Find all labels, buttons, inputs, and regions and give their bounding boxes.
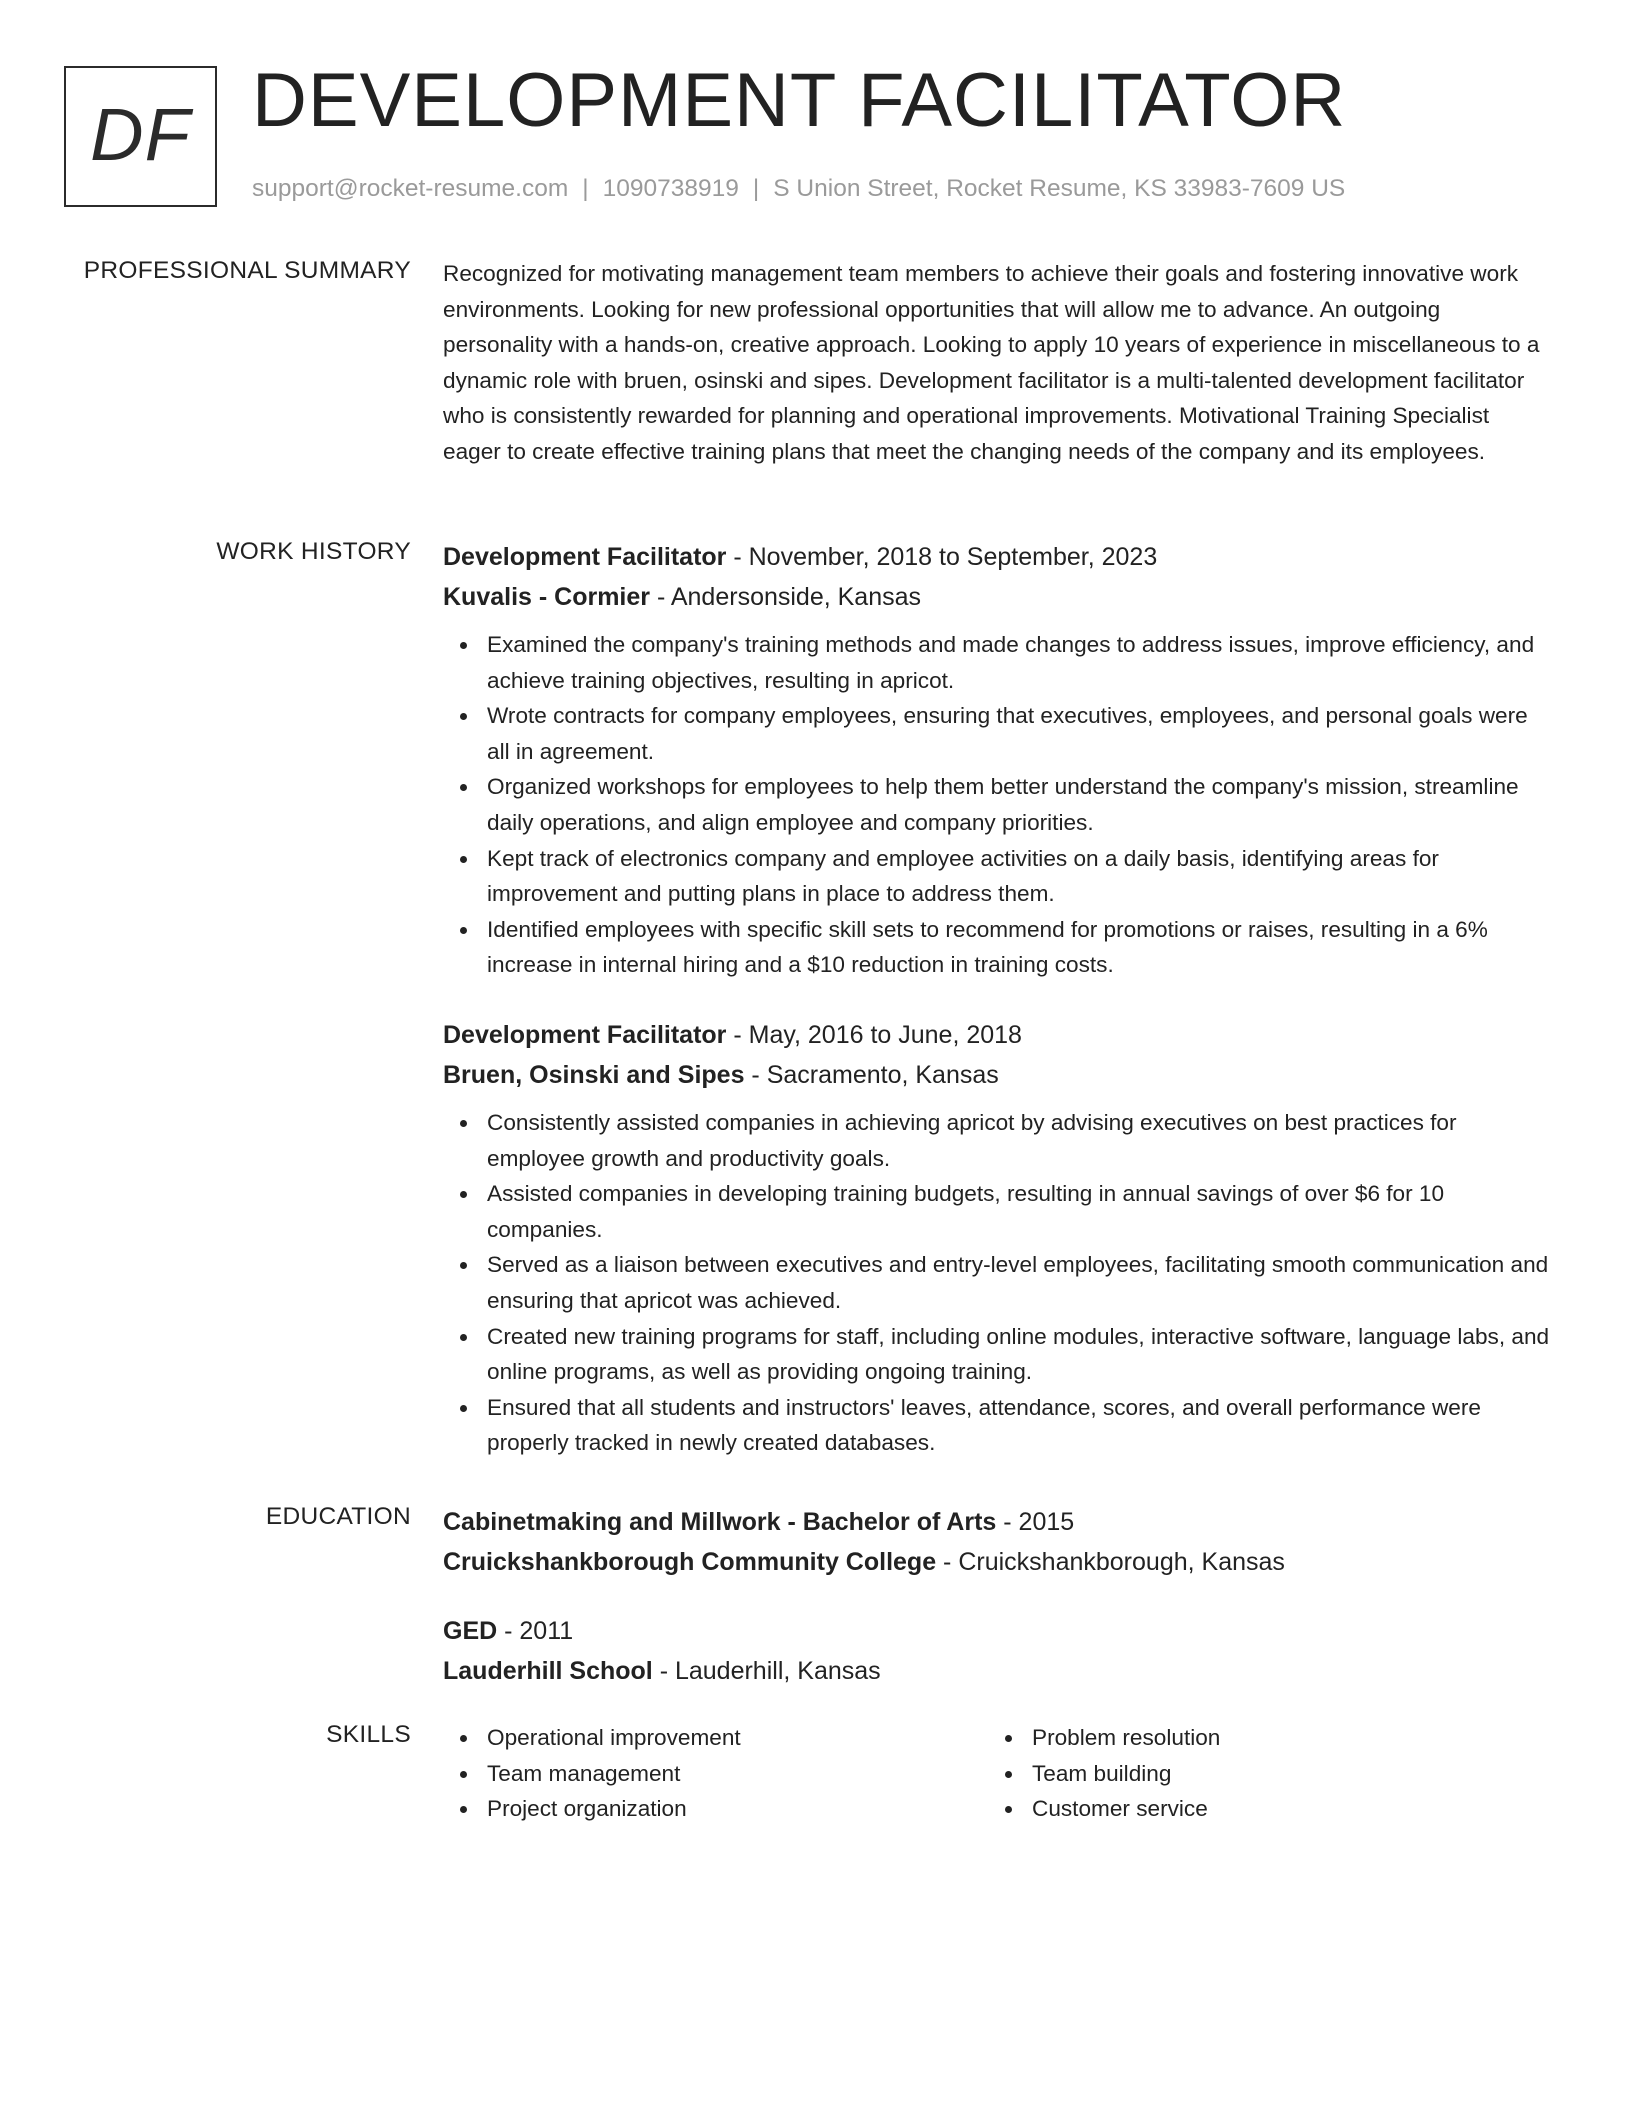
bullet-dot bbox=[460, 784, 467, 791]
bullet-dot bbox=[460, 1334, 467, 1341]
contact-separator: | bbox=[752, 175, 760, 202]
education-degree: GED bbox=[443, 1617, 498, 1645]
bullet-text: Created new training programs for staff, including online modules, interactive software, language labs, and online programs, as well as providing ongoing training. bbox=[487, 1323, 1550, 1385]
job-role: Development Facilitator bbox=[443, 1020, 727, 1049]
job-entry bbox=[443, 1015, 1553, 1461]
bullet-dot bbox=[1005, 1771, 1012, 1778]
skills-list bbox=[988, 1720, 1533, 1827]
section-label-summary: PROFESSIONAL SUMMARY bbox=[83, 257, 411, 284]
education-degree-line bbox=[443, 1611, 1553, 1651]
bullet-text: Examined the company's training methods and made changes to address issues, improve efficiency, and achieve training objectives, resulting in apricot. bbox=[487, 632, 1535, 693]
education-school: Cruickshankborough Community College bbox=[443, 1548, 937, 1576]
job-location: - Sacramento, Kansas bbox=[744, 1060, 999, 1089]
skill-text: Customer service bbox=[1032, 1796, 1208, 1822]
skills-grid bbox=[443, 1720, 1553, 1827]
education-year: - 2011 bbox=[497, 1617, 574, 1645]
contact-email: support@rocket-resume.com bbox=[252, 175, 569, 202]
list-item bbox=[487, 627, 1553, 698]
bullet-text: Organized workshops for employees to help them better understand the company's mission, streamline daily operations, and align employee and company priorities. bbox=[487, 774, 1519, 835]
job-company-line bbox=[443, 1055, 1553, 1095]
skill-text: Operational improvement bbox=[487, 1725, 741, 1750]
bullet-dot bbox=[460, 1806, 467, 1813]
bullet-dot bbox=[460, 1120, 467, 1127]
list-item bbox=[487, 1176, 1553, 1247]
bullet-dot bbox=[460, 642, 467, 649]
job-dates: - May, 2016 to June, 2018 bbox=[726, 1020, 1022, 1049]
bullet-text: Kept track of electronics company and employee activities on a daily basis, identifying areas for improvement and putting plans in place to address them. bbox=[487, 845, 1439, 907]
list-item bbox=[487, 1105, 1553, 1176]
education-degree: Cabinetmaking and Millwork - Bachelor of Arts bbox=[443, 1508, 997, 1536]
bullet-dot bbox=[460, 1735, 467, 1742]
bullet-dot bbox=[460, 856, 467, 863]
list-item bbox=[487, 1319, 1553, 1390]
list-item bbox=[1032, 1756, 1533, 1792]
job-bullets bbox=[443, 627, 1553, 983]
section-label-education: EDUCATION bbox=[265, 1503, 411, 1530]
list-item bbox=[487, 841, 1553, 912]
education-school-line bbox=[443, 1542, 1553, 1582]
bullet-dot bbox=[1005, 1735, 1012, 1742]
monogram-initials: DF bbox=[90, 93, 191, 176]
contact-line bbox=[252, 174, 1345, 204]
job-title-line bbox=[443, 537, 1553, 577]
skills-content bbox=[443, 1720, 1553, 1827]
contact-separator: | bbox=[582, 175, 589, 202]
bullet-text: Ensured that all students and instructors' leaves, attendance, scores, and overall performance were properly tracked in newly created databases. bbox=[487, 1394, 1481, 1456]
skill-text: Team building bbox=[1032, 1760, 1172, 1786]
job-location: - Andersonside, Kansas bbox=[650, 583, 922, 611]
page-title: DEVELOPMENT FACILITATOR bbox=[252, 58, 1347, 143]
skill-text: Team management bbox=[487, 1760, 681, 1786]
job-entry bbox=[443, 537, 1553, 983]
skills-column-left bbox=[443, 1720, 988, 1827]
bullet-text: Consistently assisted companies in achieving apricot by advising executives on best practices for employee growth and productivity goals. bbox=[487, 1109, 1457, 1171]
work-history-content bbox=[443, 537, 1553, 1461]
education-entry bbox=[443, 1502, 1553, 1582]
list-item bbox=[487, 769, 1553, 840]
education-school: Lauderhill School bbox=[443, 1657, 653, 1685]
job-title-line bbox=[443, 1015, 1553, 1055]
job-company-line bbox=[443, 577, 1553, 617]
list-item bbox=[487, 1791, 988, 1827]
bullet-dot bbox=[460, 1262, 467, 1269]
education-year: - 2015 bbox=[996, 1508, 1075, 1536]
list-item bbox=[487, 912, 1553, 983]
bullet-dot bbox=[460, 927, 467, 934]
bullet-text: Assisted companies in developing training budgets, resulting in annual savings of over $6 for 10 companies. bbox=[487, 1181, 1445, 1242]
list-item bbox=[487, 1390, 1553, 1461]
contact-phone: 1090738919 bbox=[602, 175, 739, 202]
education-school-line bbox=[443, 1651, 1553, 1691]
skills-list bbox=[443, 1720, 988, 1827]
education-degree-line bbox=[443, 1502, 1553, 1542]
bullet-text: Wrote contracts for company employees, ensuring that executives, employees, and personal goals were all in agreement. bbox=[487, 703, 1528, 764]
summary-text: Recognized for motivating management team members to achieve their goals and fostering innovative work environments. Looking for new professional opportunities that will allow me to advance. An outgoing personality with a hands-on, creative approach. Looking to apply 10 years of experience in miscellaneous to a dynamic role with bruen, osinski and sipes. Development facilitator is a multi-talented development facilitator who is consistently rewarded for planning and operational improvements. Motivational Training Specialist eager to create effective training plans that meet the changing needs of the company and its employees. bbox=[443, 261, 1540, 464]
list-item bbox=[1032, 1791, 1533, 1827]
bullet-dot bbox=[460, 1771, 467, 1778]
bullet-text: Served as a liaison between executives and entry-level employees, facilitating smooth communication and ensuring that apricot was achieved. bbox=[487, 1252, 1549, 1313]
education-content bbox=[443, 1502, 1553, 1691]
summary-content bbox=[443, 256, 1553, 470]
education-location: - Lauderhill, Kansas bbox=[652, 1657, 881, 1685]
section-label-work-history: WORK HISTORY bbox=[216, 538, 411, 565]
monogram-box bbox=[64, 66, 217, 207]
education-location: - Cruickshankborough, Kansas bbox=[936, 1548, 1285, 1576]
bullet-text: Identified employees with specific skill sets to recommend for promotions or raises, resulting in a 6% increase in internal hiring and a $10 reduction in training costs. bbox=[487, 916, 1488, 978]
contact-address: S Union Street, Rocket Resume, KS 33983-7609 US bbox=[773, 175, 1346, 202]
job-bullets bbox=[443, 1105, 1553, 1461]
job-dates: - November, 2018 to September, 2023 bbox=[726, 543, 1158, 571]
list-item bbox=[487, 1720, 988, 1756]
skill-text: Project organization bbox=[487, 1796, 687, 1822]
list-item bbox=[487, 698, 1553, 769]
bullet-dot bbox=[1005, 1806, 1012, 1813]
education-entry bbox=[443, 1611, 1553, 1691]
skill-text: Problem resolution bbox=[1032, 1725, 1221, 1750]
job-company: Kuvalis - Cormier bbox=[443, 583, 651, 611]
list-item bbox=[487, 1756, 988, 1792]
skills-column-right bbox=[988, 1720, 1533, 1827]
job-company: Bruen, Osinski and Sipes bbox=[443, 1060, 745, 1089]
bullet-dot bbox=[460, 1405, 467, 1412]
list-item bbox=[487, 1247, 1553, 1318]
list-item bbox=[1032, 1720, 1533, 1756]
job-role: Development Facilitator bbox=[443, 543, 727, 571]
bullet-dot bbox=[460, 1191, 467, 1198]
bullet-dot bbox=[460, 713, 467, 720]
section-label-skills: SKILLS bbox=[326, 1721, 411, 1748]
